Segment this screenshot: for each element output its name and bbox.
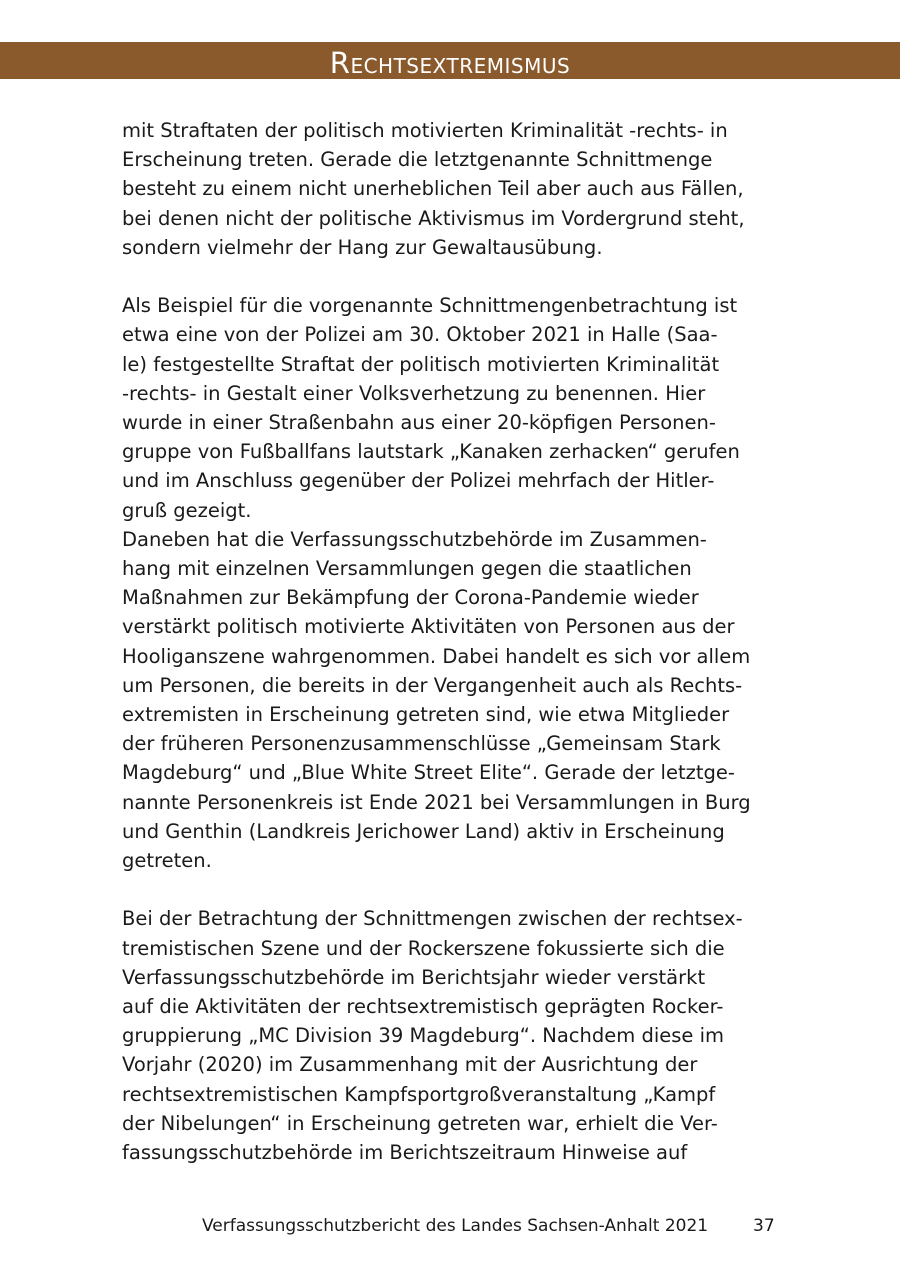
text-line: auf die Aktivitäten der rechtsextremistisch geprägten Rocker- [122, 995, 724, 1019]
paragraph-1 [122, 116, 782, 262]
text-line: nannte Personenkreis ist Ende 2021 bei Versammlungen in Burg [122, 790, 751, 814]
text-line: fassungsschutzbehörde im Berichtszeitraum Hinweise auf [122, 1141, 688, 1165]
text-line: Hooliganszene wahrgenommen. Dabei handelt es sich vor allem [122, 644, 751, 668]
text-line: Vorjahr (2020) im Zusammenhang mit der Ausrichtung der [122, 1053, 698, 1077]
page-number: 37 [753, 1216, 775, 1236]
chapter-header-band [0, 42, 900, 79]
text-line: Verfassungsschutzbehörde im Berichtsjahr wieder verstärkt [122, 965, 706, 989]
paragraph-3 [122, 525, 782, 875]
text-line: gruß gezeigt. [122, 498, 252, 522]
text-line: besteht zu einem nicht unerheblichen Teil aber auch aus Fällen, [122, 177, 744, 201]
text-line: getreten. [122, 849, 212, 873]
text-line: wurde in einer Straßenbahn aus einer 20-köpfigen Personen- [122, 411, 716, 435]
text-line: Maßnahmen zur Bekämpfung der Corona-Pandemie wieder [122, 586, 699, 610]
text-line: mit Straftaten der politisch motivierten Kriminalität -rechts- in [122, 119, 728, 142]
paragraph-spacer [122, 262, 782, 291]
paragraph-2 [122, 291, 782, 525]
text-line: gruppierung „MC Division 39 Magdeburg“. Nachdem diese im [122, 1024, 725, 1048]
text-line: -rechts- in Gestalt einer Volksverhetzung zu benennen. Hier [122, 381, 706, 405]
text-line: gruppe von Fußballfans lautstark „Kanaken zerhacken“ gerufen [122, 440, 740, 464]
text-line: Magdeburg“ und „Blue White Street Elite“. Gerade der letztge- [122, 761, 735, 785]
main-text [122, 116, 782, 1167]
text-line: Als Beispiel für die vorgenannte Schnittmengenbetrachtung ist [122, 294, 738, 318]
text-line: Daneben hat die Verfassungsschutzbehörde im Zusammen- [122, 527, 707, 551]
paragraph-spacer [122, 875, 782, 904]
text-line: rechtsextremistischen Kampfsportgroßveranstaltung „Kampf [122, 1082, 716, 1106]
text-line: Bei der Betrachtung der Schnittmengen zwischen der rechtsex- [122, 907, 743, 931]
text-line: bei denen nicht der politische Aktivismus im Vordergrund steht, [122, 206, 745, 230]
text-line: um Personen, die bereits in der Vergangenheit auch als Rechts- [122, 673, 743, 697]
text-line: extremisten in Erscheinung getreten sind, wie etwa Mitglieder [122, 703, 730, 727]
text-line: der Nibelungen“ in Erscheinung getreten war, erhielt die Ver- [122, 1111, 718, 1135]
text-line: und Genthin (Landkreis Jerichower Land) aktiv in Erscheinung [122, 819, 725, 843]
paragraph-4 [122, 904, 782, 1167]
text-line: etwa eine von der Polizei am 30. Oktober 2021 in Halle (Saa- [122, 323, 718, 347]
text-line: verstärkt politisch motivierte Aktivitäten von Personen aus der [122, 615, 735, 639]
page-footer [0, 1213, 900, 1239]
text-line: sondern vielmehr der Hang zur Gewaltausübung. [122, 235, 603, 259]
text-line: und im Anschluss gegenüber der Polizei mehrfach der Hitler- [122, 469, 715, 493]
chapter-title: Rechtsextremismus [329, 46, 571, 80]
footer-publication-title: Verfassungsschutzbericht des Landes Sachsen-Anhalt 2021 [202, 1216, 709, 1236]
text-line: tremistischen Szene und der Rockerszene fokussierte sich die [122, 936, 725, 960]
text-line: hang mit einzelnen Versammlungen gegen die staatlichen [122, 557, 692, 581]
text-line: der früheren Personenzusammenschlüsse „Gemeinsam Stark [122, 732, 721, 756]
text-line: le) festgestellte Straftat der politisch motivierten Kriminalität [122, 352, 720, 376]
text-line: Erscheinung treten. Gerade die letztgenannte Schnittmenge [122, 148, 713, 172]
